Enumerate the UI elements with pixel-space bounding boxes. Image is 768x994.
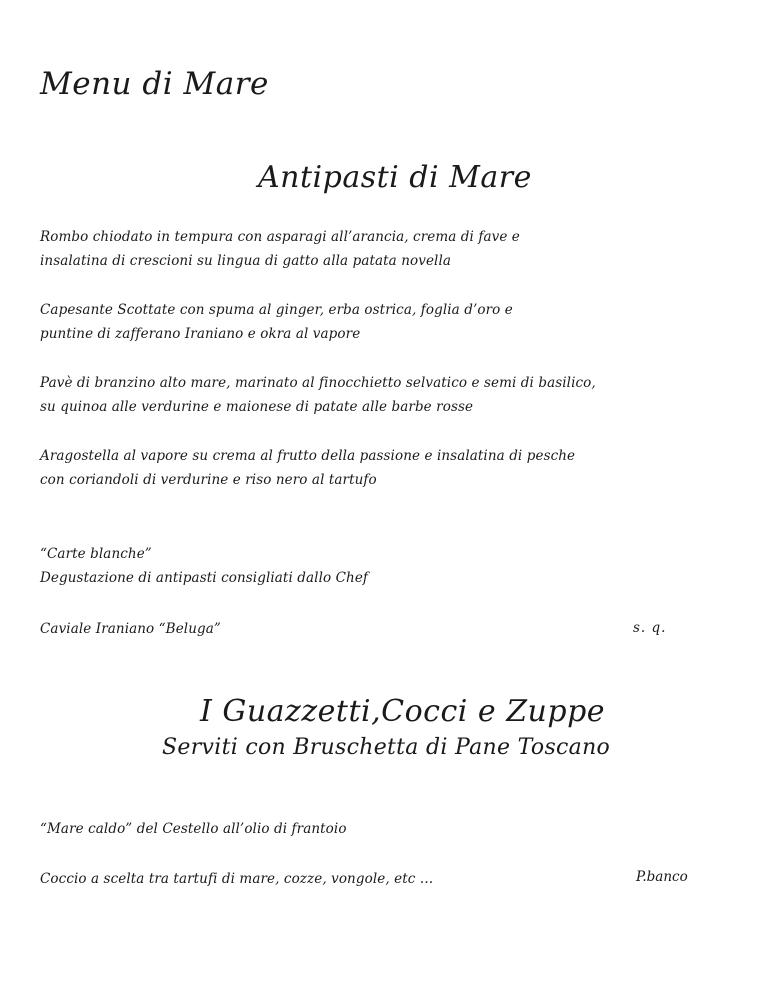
- dish-line: puntine di zafferano Iraniano e okra al vapore: [40, 326, 361, 342]
- dish-line: Capesante Scottate con spuma al ginger, erba ostrica, foglia d’oro e: [40, 302, 513, 318]
- dish-line: Rombo chiodato in tempura con asparagi all’arancia, crema di fave e: [40, 229, 520, 245]
- section-title-guazzetti: I Guazzetti,Cocci e Zuppe: [200, 694, 606, 729]
- dish-line: con coriandoli di verdurine e riso nero al tartufo: [40, 472, 377, 488]
- dish-price: P.banco: [636, 869, 688, 885]
- dish-line: Aragostella al vapore su crema al frutto della passione e insalatina di pesche: [40, 448, 576, 464]
- dish-price: s. q.: [633, 620, 667, 636]
- dish-line: “Mare caldo” del Cestello all’olio di frantoio: [40, 821, 347, 837]
- dish-line: Degustazione di antipasti consigliati dallo Chef: [40, 570, 369, 586]
- section-subtitle: Serviti con Bruschetta di Pane Toscano: [162, 735, 611, 760]
- dish-line: su quinoa alle verdurine e maionese di patate alle barbe rosse: [40, 399, 474, 415]
- section-title-antipasti: Antipasti di Mare: [258, 160, 532, 195]
- menu-title: Menu di Mare: [40, 66, 269, 102]
- dish-line: Caviale Iraniano “Beluga”: [40, 621, 221, 637]
- dish-line: insalatina di crescioni su lingua di gatto alla patata novella: [40, 253, 452, 269]
- dish-line: “Carte blanche”: [40, 546, 152, 562]
- dish-line: Pavè di branzino alto mare, marinato al finocchietto selvatico e semi di basilico,: [40, 375, 596, 391]
- dish-line: Coccio a scelta tra tartufi di mare, cozze, vongole, etc …: [40, 871, 434, 887]
